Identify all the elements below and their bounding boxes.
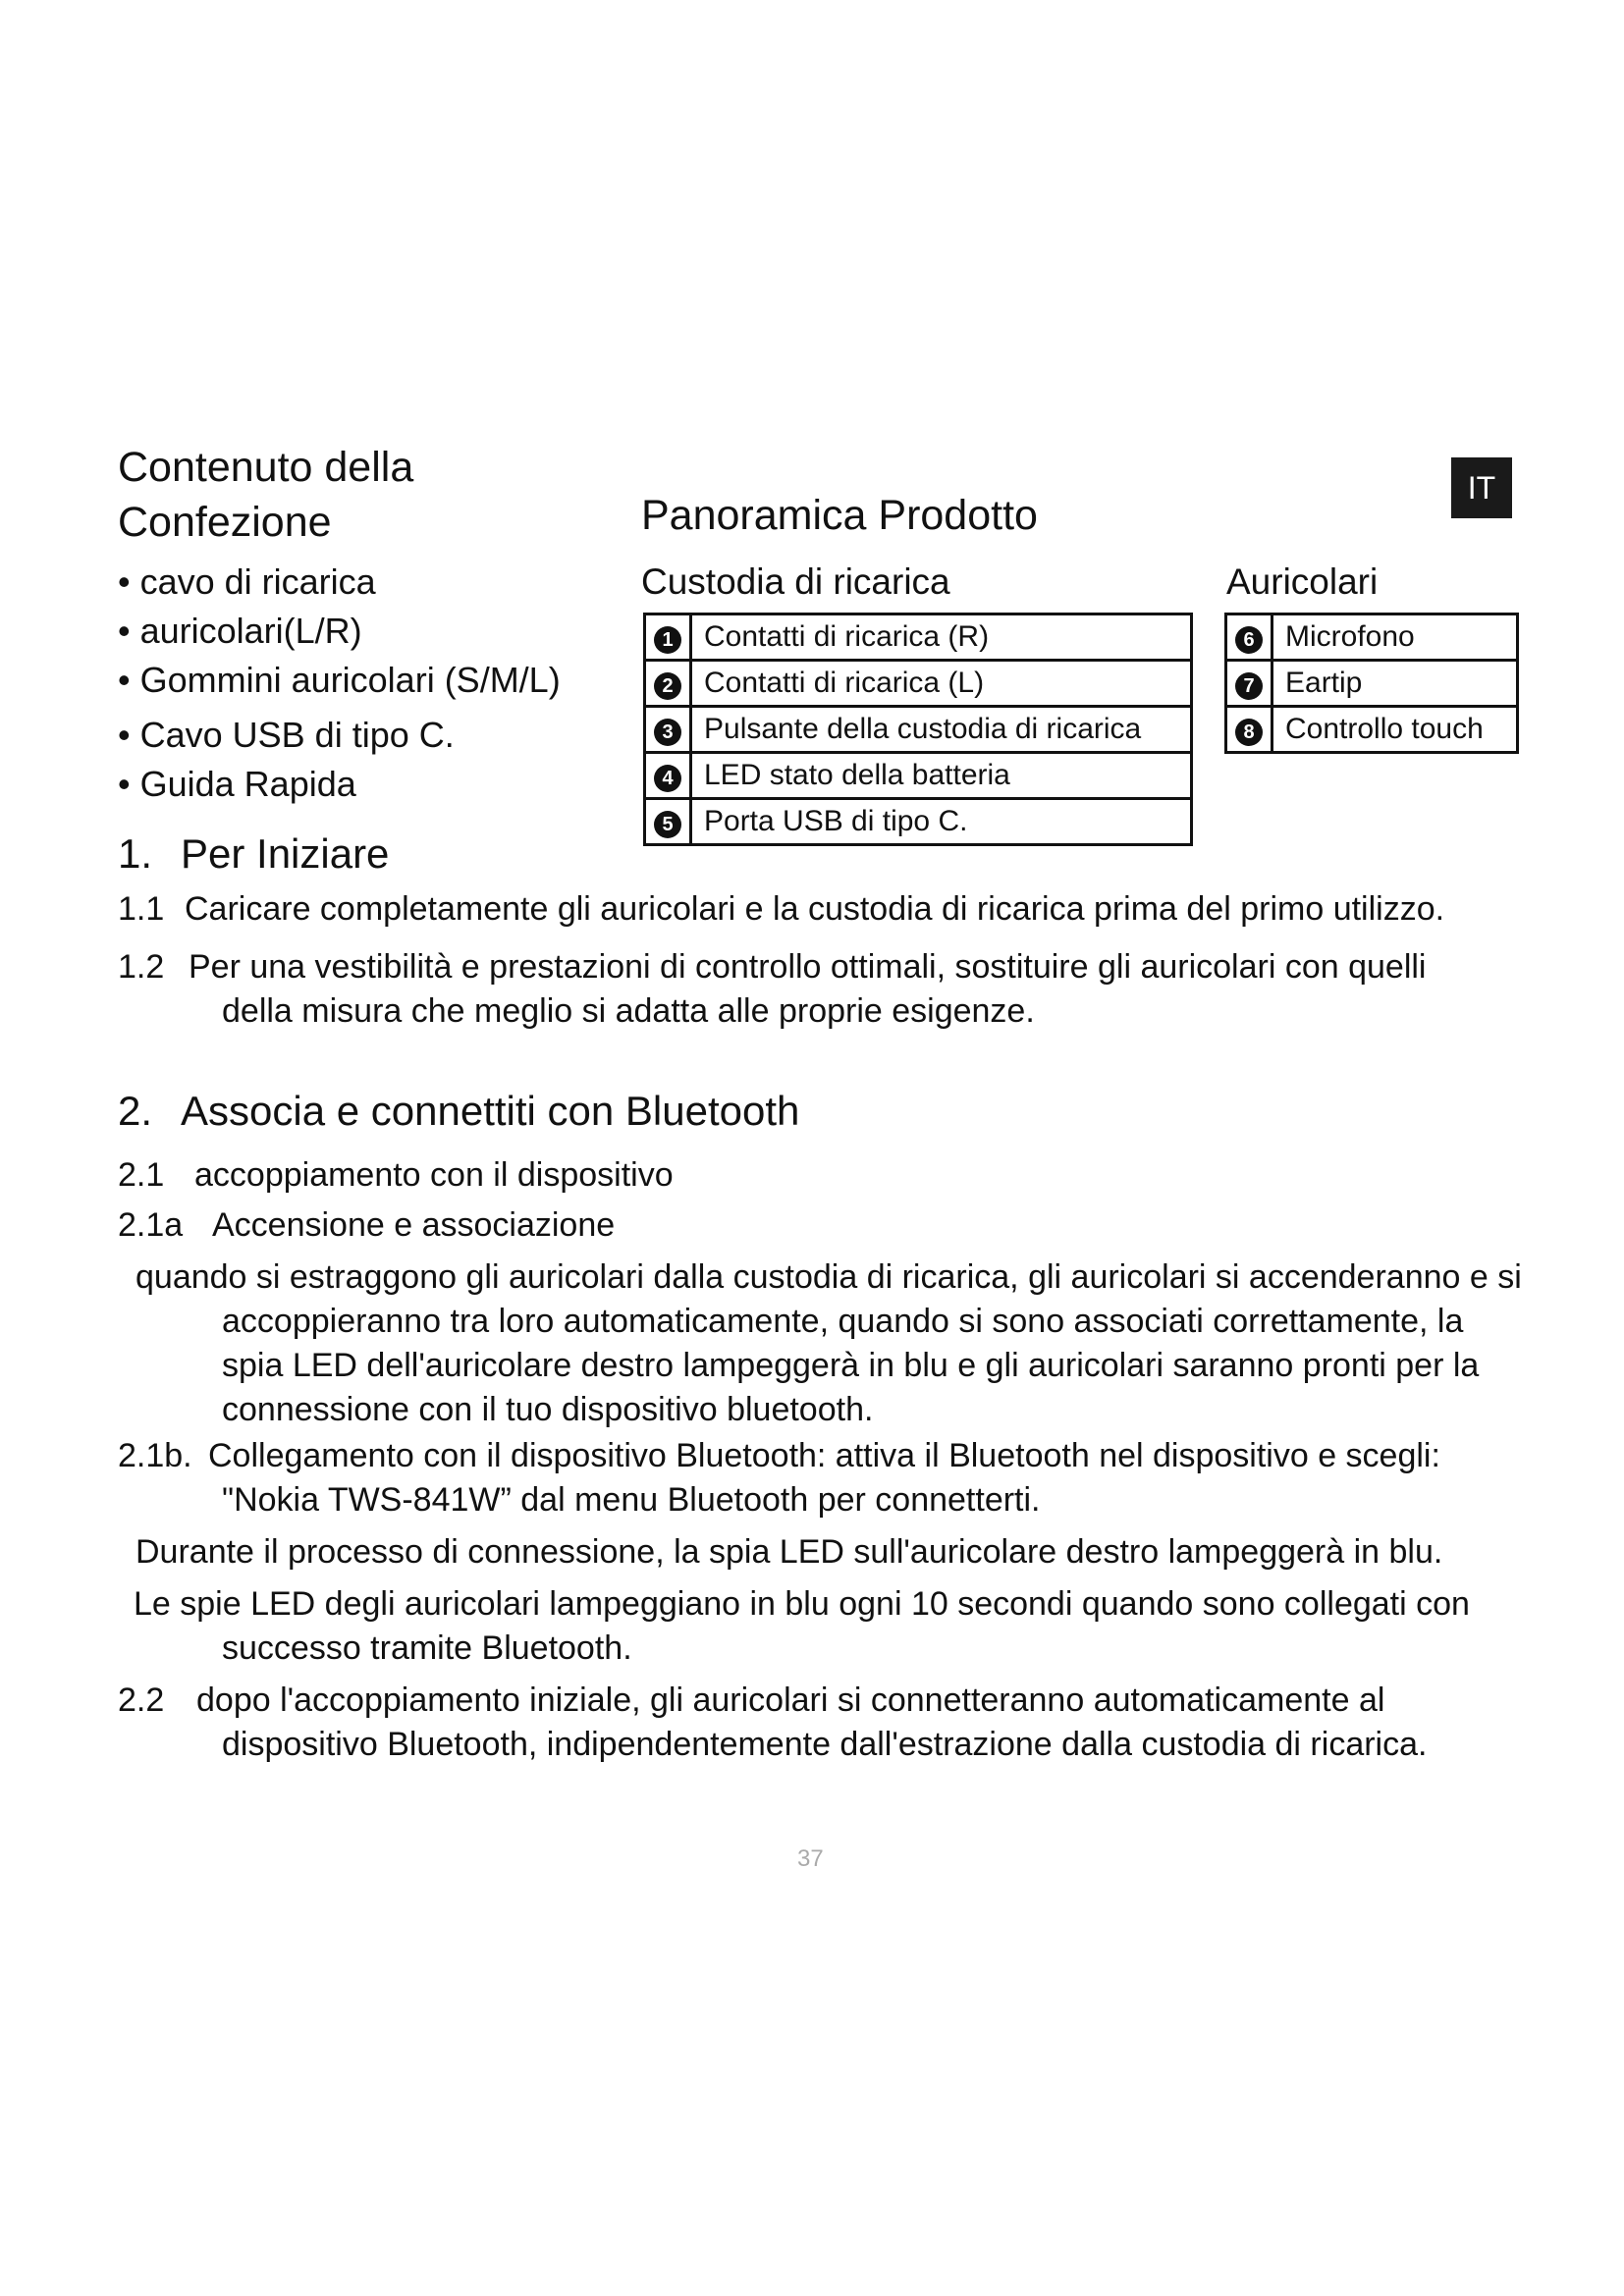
item-number: 2.1a [118,1206,184,1244]
part-label: LED stato della batteria [691,753,1192,799]
table-row [1226,707,1518,753]
box-contents-list [118,558,561,809]
case-title: Custodia di ricarica [641,561,950,602]
earbuds-parts-table [1224,613,1519,754]
list-item: • auricolari(L/R) [118,607,561,656]
section2-body [118,1153,1532,1767]
overview-title: Panoramica Prodotto [641,492,1038,539]
paragraph-power-on: quando si estraggono gli auricolari dalla custodia di ricarica, gli auricolari si accenderanno e si accoppieranno tra loro automaticamente, quando si sono associati correttamente, la spia LED dell'auricolare destro lampeggerà in blu e gli auricolari saranno pronti per la connessione con il tuo dispositivo bluetooth. [135,1258,1522,1428]
paragraph-1-1 [118,887,1492,932]
earbuds-title: Auricolari [1226,561,1379,602]
item-text: Collegamento con il dispositivo Bluetooth: attiva il Bluetooth nel dispositivo e scegli: "Nokia TWS-841W” dal menu Bluetooth per connetterti. [208,1437,1440,1519]
item-number: 1.2 [118,948,165,986]
part-label: Porta USB di tipo C. [691,799,1192,845]
subheading-2-1 [118,1153,1532,1198]
page-number: 37 [797,1845,824,1872]
list-item: • Cavo USB di tipo C. [118,711,561,760]
part-label: Eartip [1272,661,1518,707]
section1-body [118,887,1492,1034]
table-row [645,614,1192,661]
item-text: Per una vestibilità e prestazioni di controllo ottimali, sostituire gli auricolari con quelli della misura che meglio si adatta alle proprie esigenze. [189,948,1427,1030]
table-row [1226,661,1518,707]
item-number: 2.1 [118,1156,165,1194]
paragraph-led-status: Le spie LED degli auricolari lampeggiano in blu ogni 10 secondi quando sono collegati con successo tramite Bluetooth. [134,1585,1470,1667]
box-contents-title [118,440,413,550]
part-label: Controllo touch [1272,707,1518,753]
box-contents-title-line2: Confezione [118,499,332,546]
number-badge: 3 [654,719,681,746]
number-badge: 5 [654,811,681,838]
table-row [645,753,1192,799]
part-label: Contatti di ricarica (L) [691,661,1192,707]
table-row [645,661,1192,707]
table-row [1226,614,1518,661]
paragraph-1-2 [118,945,1492,1034]
table-row [645,799,1192,845]
list-item: • Gommini auricolari (S/M/L) [118,656,561,705]
number-badge: 8 [1235,719,1263,746]
number-badge: 2 [654,672,681,700]
part-label: Pulsante della custodia di ricarica [691,707,1192,753]
item-text: Accensione e associazione [212,1206,616,1244]
language-badge: IT [1451,457,1512,518]
item-text: dopo l'accoppiamento iniziale, gli auricolari si connetteranno automaticamente al dispositivo Bluetooth, indipendentemente dall'estrazione dalla custodia di ricarica. [196,1682,1428,1763]
subheading-2-1a [118,1203,1532,1248]
number-badge: 1 [654,626,681,654]
item-number: 1.1 [118,890,165,928]
list-item: • Guida Rapida [118,760,561,809]
section1-heading [118,830,389,878]
case-parts-table [643,613,1193,846]
part-label: Microfono [1272,614,1518,661]
number-badge: 6 [1235,626,1263,654]
paragraph-2-2 [118,1679,1532,1767]
number-badge: 4 [654,765,681,792]
item-text: Caricare completamente gli auricolari e la custodia di ricarica prima del primo utilizzo. [185,890,1445,928]
box-contents-title-line1: Contenuto della [118,444,414,491]
table-row [645,707,1192,753]
number-badge: 7 [1235,672,1263,700]
item-number: 2.1b. [118,1437,192,1474]
section2-heading [118,1088,799,1135]
section-number: 1. [118,830,153,877]
paragraph-2-1b [118,1434,1532,1522]
item-text: accoppiamento con il dispositivo [194,1156,674,1194]
list-item: • cavo di ricarica [118,558,561,607]
item-number: 2.2 [118,1682,165,1719]
section-number: 2. [118,1088,153,1134]
part-label: Contatti di ricarica (R) [691,614,1192,661]
section-title: Per Iniziare [181,830,390,877]
section-title: Associa e connettiti con Bluetooth [181,1088,800,1134]
paragraph-during-connection: Durante il processo di connessione, la spia LED sull'auricolare destro lampeggerà in blu. [135,1533,1443,1571]
